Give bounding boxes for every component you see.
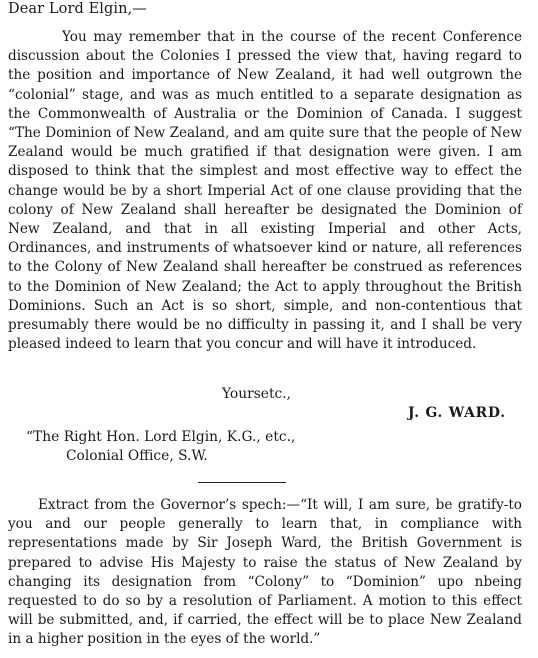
extract-text: —“It will, I am sure, be gratify-to you and our people generally to learn that, in compliance with representations made by Sir Joseph Ward, the British Government is prepared to advise His Majesty to raise the status of New Zealand by changing its designation from “Colony” to “Dominion” upo nbeing requested to do so by a resolution of Parliament. A motion to this effect will be submitted, and, if carried, the effect will be to place New Zealand in a higher position in the eyes of the world.” [8,497,522,648]
letter-addressee [26,428,295,466]
addressee-name: “The Right Hon. Lord Elgin, K.G., etc., [26,429,296,445]
section-divider [198,482,286,483]
letter-closing: Yoursetc., [222,386,291,402]
letter-body: You may remember that in the course of the recent Conference discussion about the Colonies I pressed the view that, having regard to the position and importance of New Zealand, it had well outgrown the “colonial” stage, and was as much entitled to a separate designation as the Commonwealth of Australia or the Dominion of Canada. I suggest “The Dominion of New Zealand, and am quite sure that the people of New Zealand would be much gratified if that designation were given. I am disposed to think that the simplest and most effective way to effect the change would be by a short Imperial Act of one clause providing that the colony of New Zealand shall hereafter be designated the Dominion of New Zealand, and that in all existing Imperial and other Acts, Ordinances, and instruments of whatsoever kind or nature, all references to the Colony of New Zealand shall hereafter be construed as references to the Dominion of New Zealand; the Act to apply throughout the British Dominions. Such an Act is so short, simple, and non-contentious that presumably there would be no difficulty in passing it, and I shall be very pleased indeed to learn that you concur and will have it introduced. [8,29,522,353]
letter-signature: J. G. WARD. [408,405,506,421]
extract-lead: Extract from the Governor’s spech: [38,497,287,513]
letter-salutation: Dear Lord Elgin,— [8,1,147,17]
addressee-office: Colonial Office, S.W. [66,448,208,464]
governor-speech-extract [8,496,522,650]
